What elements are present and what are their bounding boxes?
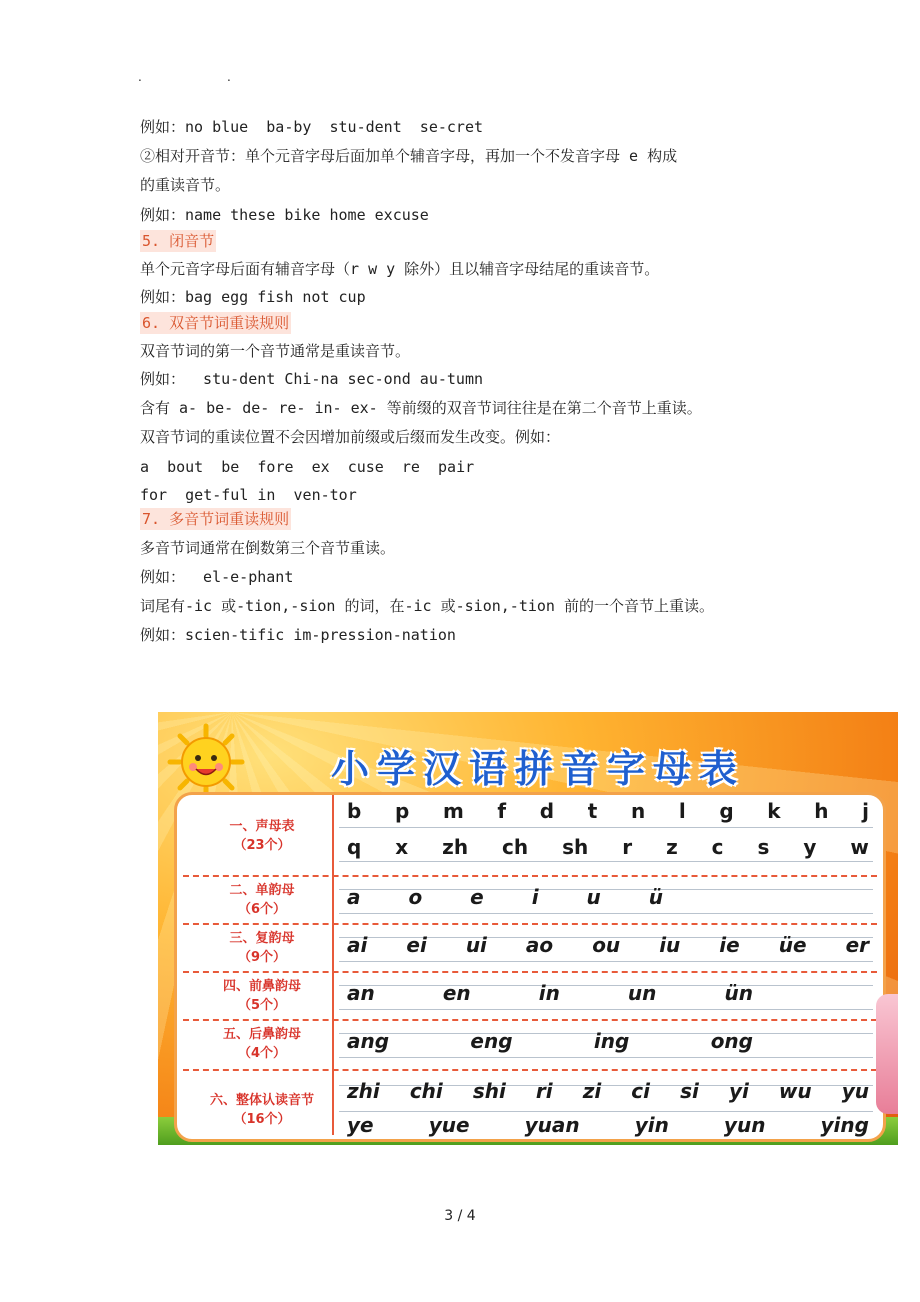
text-line: 多音节词通常在倒数第三个音节重读。 xyxy=(140,539,396,557)
pinyin-letter: un xyxy=(627,981,657,1005)
row-count: （4个） xyxy=(237,1046,287,1061)
pinyin-letter: a xyxy=(347,885,361,909)
row-count: （16个） xyxy=(233,1112,291,1127)
pinyin-letter: w xyxy=(850,835,869,859)
letters-row xyxy=(347,1029,753,1053)
letters-row xyxy=(347,835,869,859)
row-label-compound-finals xyxy=(187,929,337,967)
section-heading: 7. 多音节词重读规则 xyxy=(142,510,290,528)
pinyin-letter: zh xyxy=(442,835,469,859)
pinyin-letter: ai xyxy=(347,933,368,957)
text-line: 例如：scien-tific im-pression-nation xyxy=(140,626,456,644)
pinyin-letter: yin xyxy=(634,1113,669,1137)
pinyin-letter: ying xyxy=(820,1113,869,1137)
pinyin-letter: wu xyxy=(778,1079,812,1103)
page-number: 3 / 4 xyxy=(444,1208,476,1224)
pinyin-letter: yue xyxy=(428,1113,470,1137)
row-count: （9个） xyxy=(237,950,287,965)
pinyin-letter: yun xyxy=(723,1113,766,1137)
pinyin-letter: ei xyxy=(406,933,427,957)
row-label-back-nasal-finals xyxy=(187,1025,337,1063)
staff-line xyxy=(339,913,873,914)
letters-row xyxy=(347,885,663,909)
pinyin-letter: üe xyxy=(778,933,807,957)
row-title: 三、复韵母 xyxy=(229,931,295,946)
pinyin-letter: g xyxy=(719,799,734,823)
letters-row xyxy=(347,981,753,1005)
pinyin-letter: yu xyxy=(841,1079,869,1103)
row-title: 四、前鼻韵母 xyxy=(222,979,301,994)
letters-row xyxy=(347,1079,869,1103)
section-heading: 5. 闭音节 xyxy=(142,232,215,250)
pinyin-letter: j xyxy=(862,799,869,823)
pinyin-letter: ou xyxy=(592,933,621,957)
text-line: 双音节词的第一个音节通常是重读音节。 xyxy=(140,342,411,360)
letters-row xyxy=(347,1113,869,1137)
pinyin-letter: i xyxy=(531,885,539,909)
row-label-whole-syllables xyxy=(187,1091,337,1129)
pinyin-letter: p xyxy=(394,799,410,823)
pinyin-letter: er xyxy=(845,933,869,957)
text-line: 词尾有-ic 或-tion,-sion 的词，在-ic 或-sion,-tion 前的一个音节上重读。 xyxy=(140,597,714,615)
pinyin-board xyxy=(174,792,886,1142)
pinyin-letter: ong xyxy=(710,1029,753,1053)
pinyin-letter: chi xyxy=(409,1079,443,1103)
text-line: 例如：no blue ba-by stu-dent se-cret xyxy=(140,118,484,136)
pinyin-letter: d xyxy=(539,799,555,823)
pinyin-letter: an xyxy=(347,981,375,1005)
cartoon-girl-illustration xyxy=(876,994,898,1114)
pinyin-letter: z xyxy=(666,835,678,859)
row-divider xyxy=(183,923,877,925)
pinyin-letter: c xyxy=(711,835,724,859)
pinyin-letter: y xyxy=(803,835,817,859)
pinyin-letter: n xyxy=(630,799,646,823)
pinyin-letter: h xyxy=(814,799,829,823)
pinyin-letter: si xyxy=(680,1079,699,1103)
text-line: 例如：name these bike home excuse xyxy=(140,206,429,224)
pinyin-letter: o xyxy=(408,885,423,909)
pinyin-letter: q xyxy=(347,835,362,859)
row-title: 六、整体认读音节 xyxy=(209,1093,314,1108)
header-mark: . xyxy=(227,70,231,84)
text-line: 例如：bag egg fish not cup xyxy=(140,288,366,306)
pinyin-letter: yuan xyxy=(524,1113,580,1137)
text-line: ②相对开音节：单个元音字母后面加单个辅音字母，再加一个不发音字母 e 构成 xyxy=(140,147,678,165)
row-title: 五、后鼻韵母 xyxy=(222,1027,301,1042)
pinyin-letter: iu xyxy=(659,933,681,957)
pinyin-letter: t xyxy=(587,799,598,823)
text-line: a bout be fore ex cuse re pair xyxy=(140,458,475,476)
text-line: 例如： stu-dent Chi-na sec-ond au-tumn xyxy=(140,370,484,388)
row-divider xyxy=(183,1019,877,1021)
letters-row xyxy=(347,933,869,957)
pinyin-letter: ch xyxy=(502,835,529,859)
pinyin-letter: eng xyxy=(470,1029,513,1053)
staff-line xyxy=(339,961,873,962)
pinyin-letter: ing xyxy=(593,1029,630,1053)
pinyin-letter: b xyxy=(347,799,362,823)
pinyin-letter: m xyxy=(442,799,464,823)
pinyin-letter: zi xyxy=(582,1079,602,1103)
pinyin-letter: l xyxy=(678,799,686,823)
pinyin-letter: x xyxy=(395,835,409,859)
staff-line xyxy=(339,1009,873,1010)
pinyin-letter: k xyxy=(767,799,781,823)
text-line: 单个元音字母后面有辅音字母（r w y 除外）且以辅音字母结尾的重读音节。 xyxy=(140,260,660,278)
pinyin-letter: yi xyxy=(728,1079,749,1103)
pinyin-letter: in xyxy=(538,981,560,1005)
pinyin-letter: ün xyxy=(724,981,753,1005)
row-label-simple-finals xyxy=(187,881,337,919)
row-count: （5个） xyxy=(237,998,287,1013)
staff-line xyxy=(339,827,873,828)
text-line: for get-ful in ven-tor xyxy=(140,486,357,504)
pinyin-letter: ye xyxy=(347,1113,374,1137)
chart-title: 小学汉语拼音字母表 xyxy=(330,747,745,791)
text-line: 双音节词的重读位置不会因增加前缀或后缀而发生改变。例如： xyxy=(140,428,561,446)
row-label-initials xyxy=(187,817,337,855)
pinyin-letter: ie xyxy=(719,933,740,957)
row-divider xyxy=(183,875,877,877)
pinyin-letter: sh xyxy=(562,835,589,859)
pinyin-letter: f xyxy=(497,799,507,823)
section-heading: 6. 双音节词重读规则 xyxy=(142,314,290,332)
pinyin-chart-image xyxy=(158,712,898,1145)
row-divider xyxy=(183,1069,877,1071)
pinyin-letter: ao xyxy=(525,933,554,957)
pinyin-letter: ü xyxy=(648,885,663,909)
pinyin-letter: en xyxy=(442,981,471,1005)
staff-line xyxy=(339,861,873,862)
pinyin-letter: s xyxy=(757,835,770,859)
text-line: 的重读音节。 xyxy=(140,176,231,194)
pinyin-letter: ci xyxy=(631,1079,651,1103)
row-title: 一、声母表 xyxy=(229,819,295,834)
pinyin-letter: shi xyxy=(472,1079,506,1103)
staff-line xyxy=(339,1057,873,1058)
letters-row xyxy=(347,799,869,823)
pinyin-letter: ang xyxy=(347,1029,390,1053)
row-count: （6个） xyxy=(237,902,287,917)
pinyin-letter: u xyxy=(586,885,601,909)
staff-line xyxy=(339,1111,873,1112)
text-line: 含有 a- be- de- re- in- ex- 等前缀的双音节词往往是在第二个音节上重读。 xyxy=(140,399,702,417)
row-label-front-nasal-finals xyxy=(187,977,337,1015)
text-line: 例如： el-e-phant xyxy=(140,568,294,586)
sun-mascot-icon xyxy=(166,722,246,802)
row-divider xyxy=(183,971,877,973)
pinyin-letter: zhi xyxy=(347,1079,380,1103)
pinyin-letter: ri xyxy=(535,1079,553,1103)
pinyin-letter: r xyxy=(622,835,633,859)
header-mark: . xyxy=(138,70,142,84)
row-count: （23个） xyxy=(233,838,291,853)
pinyin-letter: ui xyxy=(465,933,487,957)
pinyin-letter: e xyxy=(470,885,484,909)
row-title: 二、单韵母 xyxy=(229,883,295,898)
